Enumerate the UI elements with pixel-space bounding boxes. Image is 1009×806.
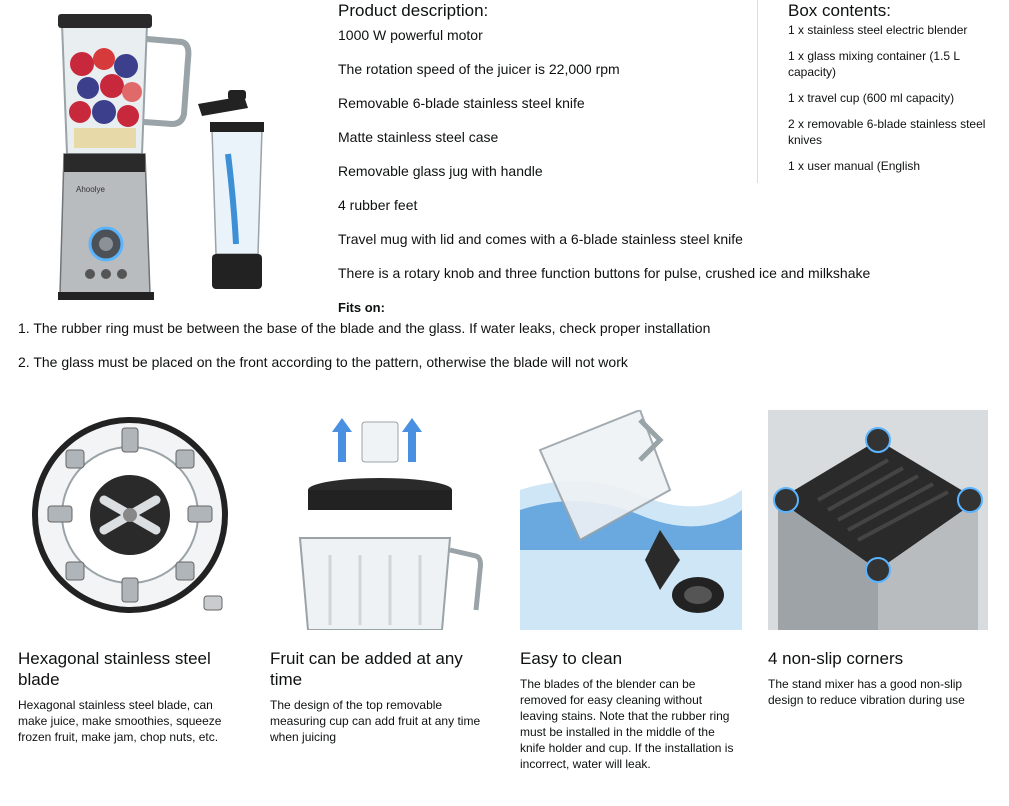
feature-title: Fruit can be added at any time: [270, 649, 463, 689]
feature-title: Easy to clean: [520, 649, 623, 668]
box-contents: [788, 0, 1003, 184]
feature-card-nonslip: [768, 410, 988, 708]
description-item: Matte stainless steel case: [338, 129, 499, 145]
lid-image: [270, 410, 492, 630]
box-item: 1 x travel cup (600 ml capacity): [788, 91, 955, 105]
column-divider: [757, 0, 758, 183]
description-item: Removable glass jug with handle: [338, 163, 543, 179]
feature-card-clean: [520, 410, 742, 772]
box-item: 1 x stainless steel electric blender: [788, 23, 968, 37]
description-item: 1000 W powerful motor: [338, 27, 483, 43]
feature-text: The design of the top removable measuring cup can add fruit at any time when juicing: [270, 698, 481, 744]
box-contents-heading: Box contents:: [788, 1, 892, 20]
description-item: Travel mug with lid and comes with a 6-blade stainless steel knife: [338, 231, 743, 247]
feature-title: Hexagonal stainless steel blade: [18, 649, 211, 689]
feature-text: The blades of the blender can be removed for easy cleaning without leaving stains. Note that the rubber ring must be installed in the middle of the knife holder and cup. If the installation is incorrect, water will leak.: [520, 677, 734, 771]
blender-product-image: [22, 4, 322, 304]
feature-text: The stand mixer has a good non-slip design to reduce vibration during use: [768, 677, 965, 707]
feature-text: Hexagonal stainless steel blade, can make juice, make smoothies, squeeze frozen fruit, make jam, chop nuts, etc.: [18, 698, 222, 744]
feature-card-blade: [18, 410, 240, 745]
box-contents-list: [788, 22, 1003, 174]
fits-on-label: Fits on:: [338, 300, 385, 315]
feature-card-fruit: [270, 410, 492, 745]
product-description-heading: Product description:: [338, 1, 489, 20]
fits-on-item: 1. The rubber ring must be between the base of the blade and the glass. If water leaks, check proper installation: [18, 320, 711, 336]
box-item: 2 x removable 6-blade stainless steel knives: [788, 117, 986, 147]
feature-title: 4 non-slip corners: [768, 649, 904, 668]
box-item: 1 x glass mixing container (1.5 L capacity): [788, 49, 960, 79]
description-item: The rotation speed of the juicer is 22,000 rpm: [338, 61, 620, 77]
fits-on-list: [18, 319, 998, 387]
fits-on-item: 2. The glass must be placed on the front according to the pattern, otherwise the blade will not work: [18, 354, 628, 370]
brand-label: Ahoolye: [76, 185, 105, 194]
description-item: 4 rubber feet: [338, 197, 418, 213]
box-item: 1 x user manual (English: [788, 159, 921, 173]
nonslip-base-image: [768, 410, 988, 630]
water-cleaning-image: [520, 410, 742, 630]
blade-image: [18, 410, 240, 630]
description-item: Removable 6-blade stainless steel knife: [338, 95, 585, 111]
description-item: There is a rotary knob and three function buttons for pulse, crushed ice and milkshake: [338, 265, 871, 281]
